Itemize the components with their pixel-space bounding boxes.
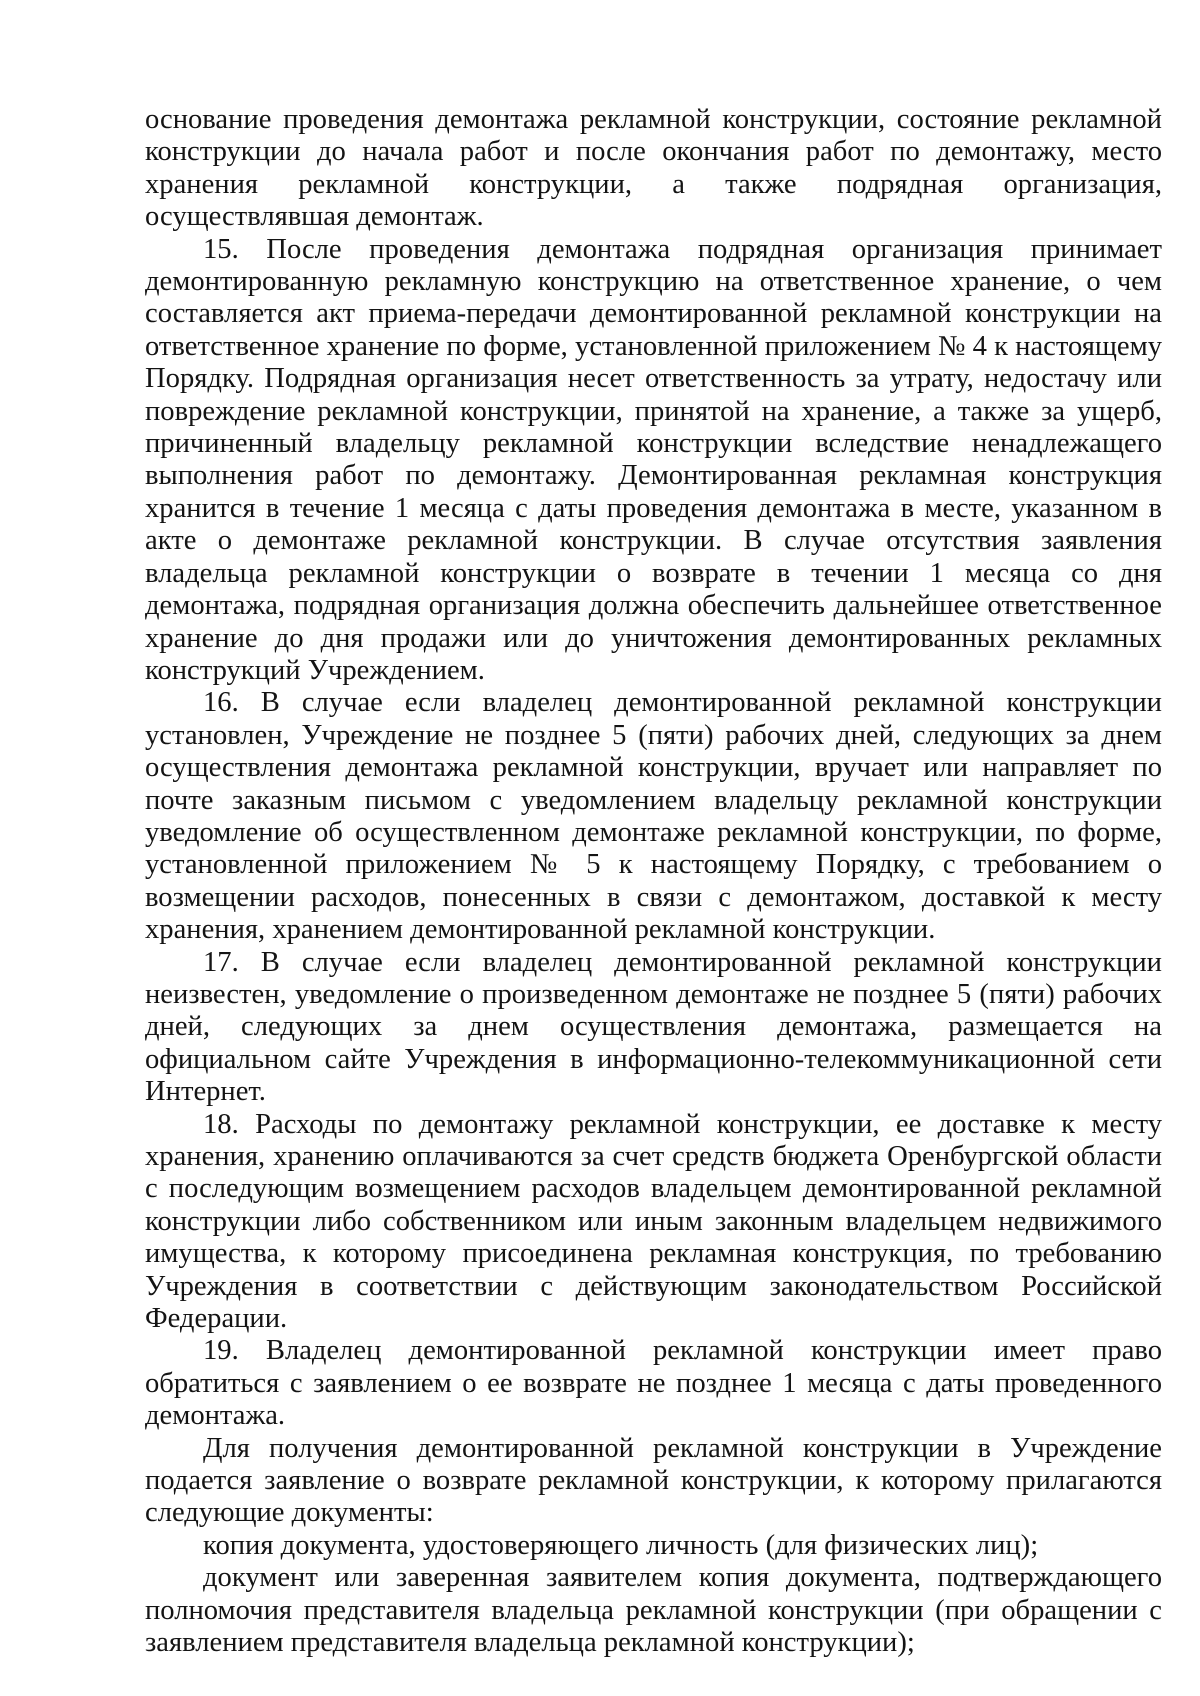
document-paragraph: 19. Владелец демонтированной рекламной конструкции имеет право обратиться с заявлением о ее возврате не позднее 1 месяца с даты проведенного демонтажа. <box>145 1335 1162 1432</box>
document-page <box>145 104 1162 1660</box>
document-paragraph: копия документа, удостоверяющего личность (для физических лиц); <box>203 1529 1039 1561</box>
document-paragraph: документ или заверенная заявителем копия документа, подтверждающего полномочия представителя владельца рекламной конструкции (при обращении с заявлением представителя владельца рекламной конструкции); <box>145 1562 1162 1659</box>
document-paragraph: 15. После проведения демонтажа подрядная организация принимает демонтированную рекламную конструкцию на ответственное хранение, о чем составляется акт приема-передачи демонтированной рекламной конструкции на ответственное хранение по форме, установленной приложением № 4 к настоящему Порядку. Подрядная организация несет ответственность за утрату, недостачу или повреждение рекламной конструкции, принятой на хранение, а также за ущерб, причиненный владельцу рекламной конструкции вследствие ненадлежащего выполнения работ по демонтажу. Демонтированная рекламная конструкция хранится в течение 1 месяца с даты проведения демонтажа в месте, указанном в акте о демонтаже рекламной конструкции. В случае отсутствия заявления владельца рекламной конструкции о возврате в течении 1 месяца со дня демонтажа, подрядная организация должна обеспечить дальнейшее ответственное хранение до дня продажи или до уничтожения демонтированных рекламных конструкций Учреждением. <box>145 233 1162 686</box>
document-paragraph: 18. Расходы по демонтажу рекламной конструкции, ее доставке к месту хранения, хранению оплачиваются за счет средств бюджета Оренбургской области с последующим возмещением расходов владельцем демонтированной рекламной конструкции либо собственником или иным законным владельцем недвижимого имущества, к которому присоединена рекламная конструкция, по требованию Учреждения в соответствии с действующим законодательством Российской Федерации. <box>145 1108 1162 1335</box>
document-paragraph: 17. В случае если владелец демонтированной рекламной конструкции неизвестен, уведомление о произведенном демонтаже не позднее 5 (пяти) рабочих дней, следующих за днем осуществления демонтажа, размещается на официальном сайте Учреждения в информационно-телекоммуникационной сети Интернет. <box>145 946 1162 1108</box>
document-paragraph: Для получения демонтированной рекламной конструкции в Учреждение подается заявление о возврате рекламной конструкции, к которому прилагаются следующие документы: <box>145 1432 1162 1529</box>
document-paragraph: 16. В случае если владелец демонтированной рекламной конструкции установлен, Учреждение не позднее 5 (пяти) рабочих дней, следующих за днем осуществления демонтажа рекламной конструкции, вручает или направляет по почте заказным письмом с уведомлением владельцу рекламной конструкции уведомление об осуществленном демонтаже рекламной конструкции, по форме, установленной приложением № 5 к настоящему Порядку, с требованием о возмещении расходов, понесенных в связи с демонтажом, доставкой к месту хранения, хранением демонтированной рекламной конструкции. <box>145 687 1162 946</box>
document-paragraph: основание проведения демонтажа рекламной конструкции, состояние рекламной конструкции до начала работ и после окончания работ по демонтажу, место хранения рекламной конструкции, а также подрядная организация, осуществлявшая демонтаж. <box>145 104 1162 233</box>
